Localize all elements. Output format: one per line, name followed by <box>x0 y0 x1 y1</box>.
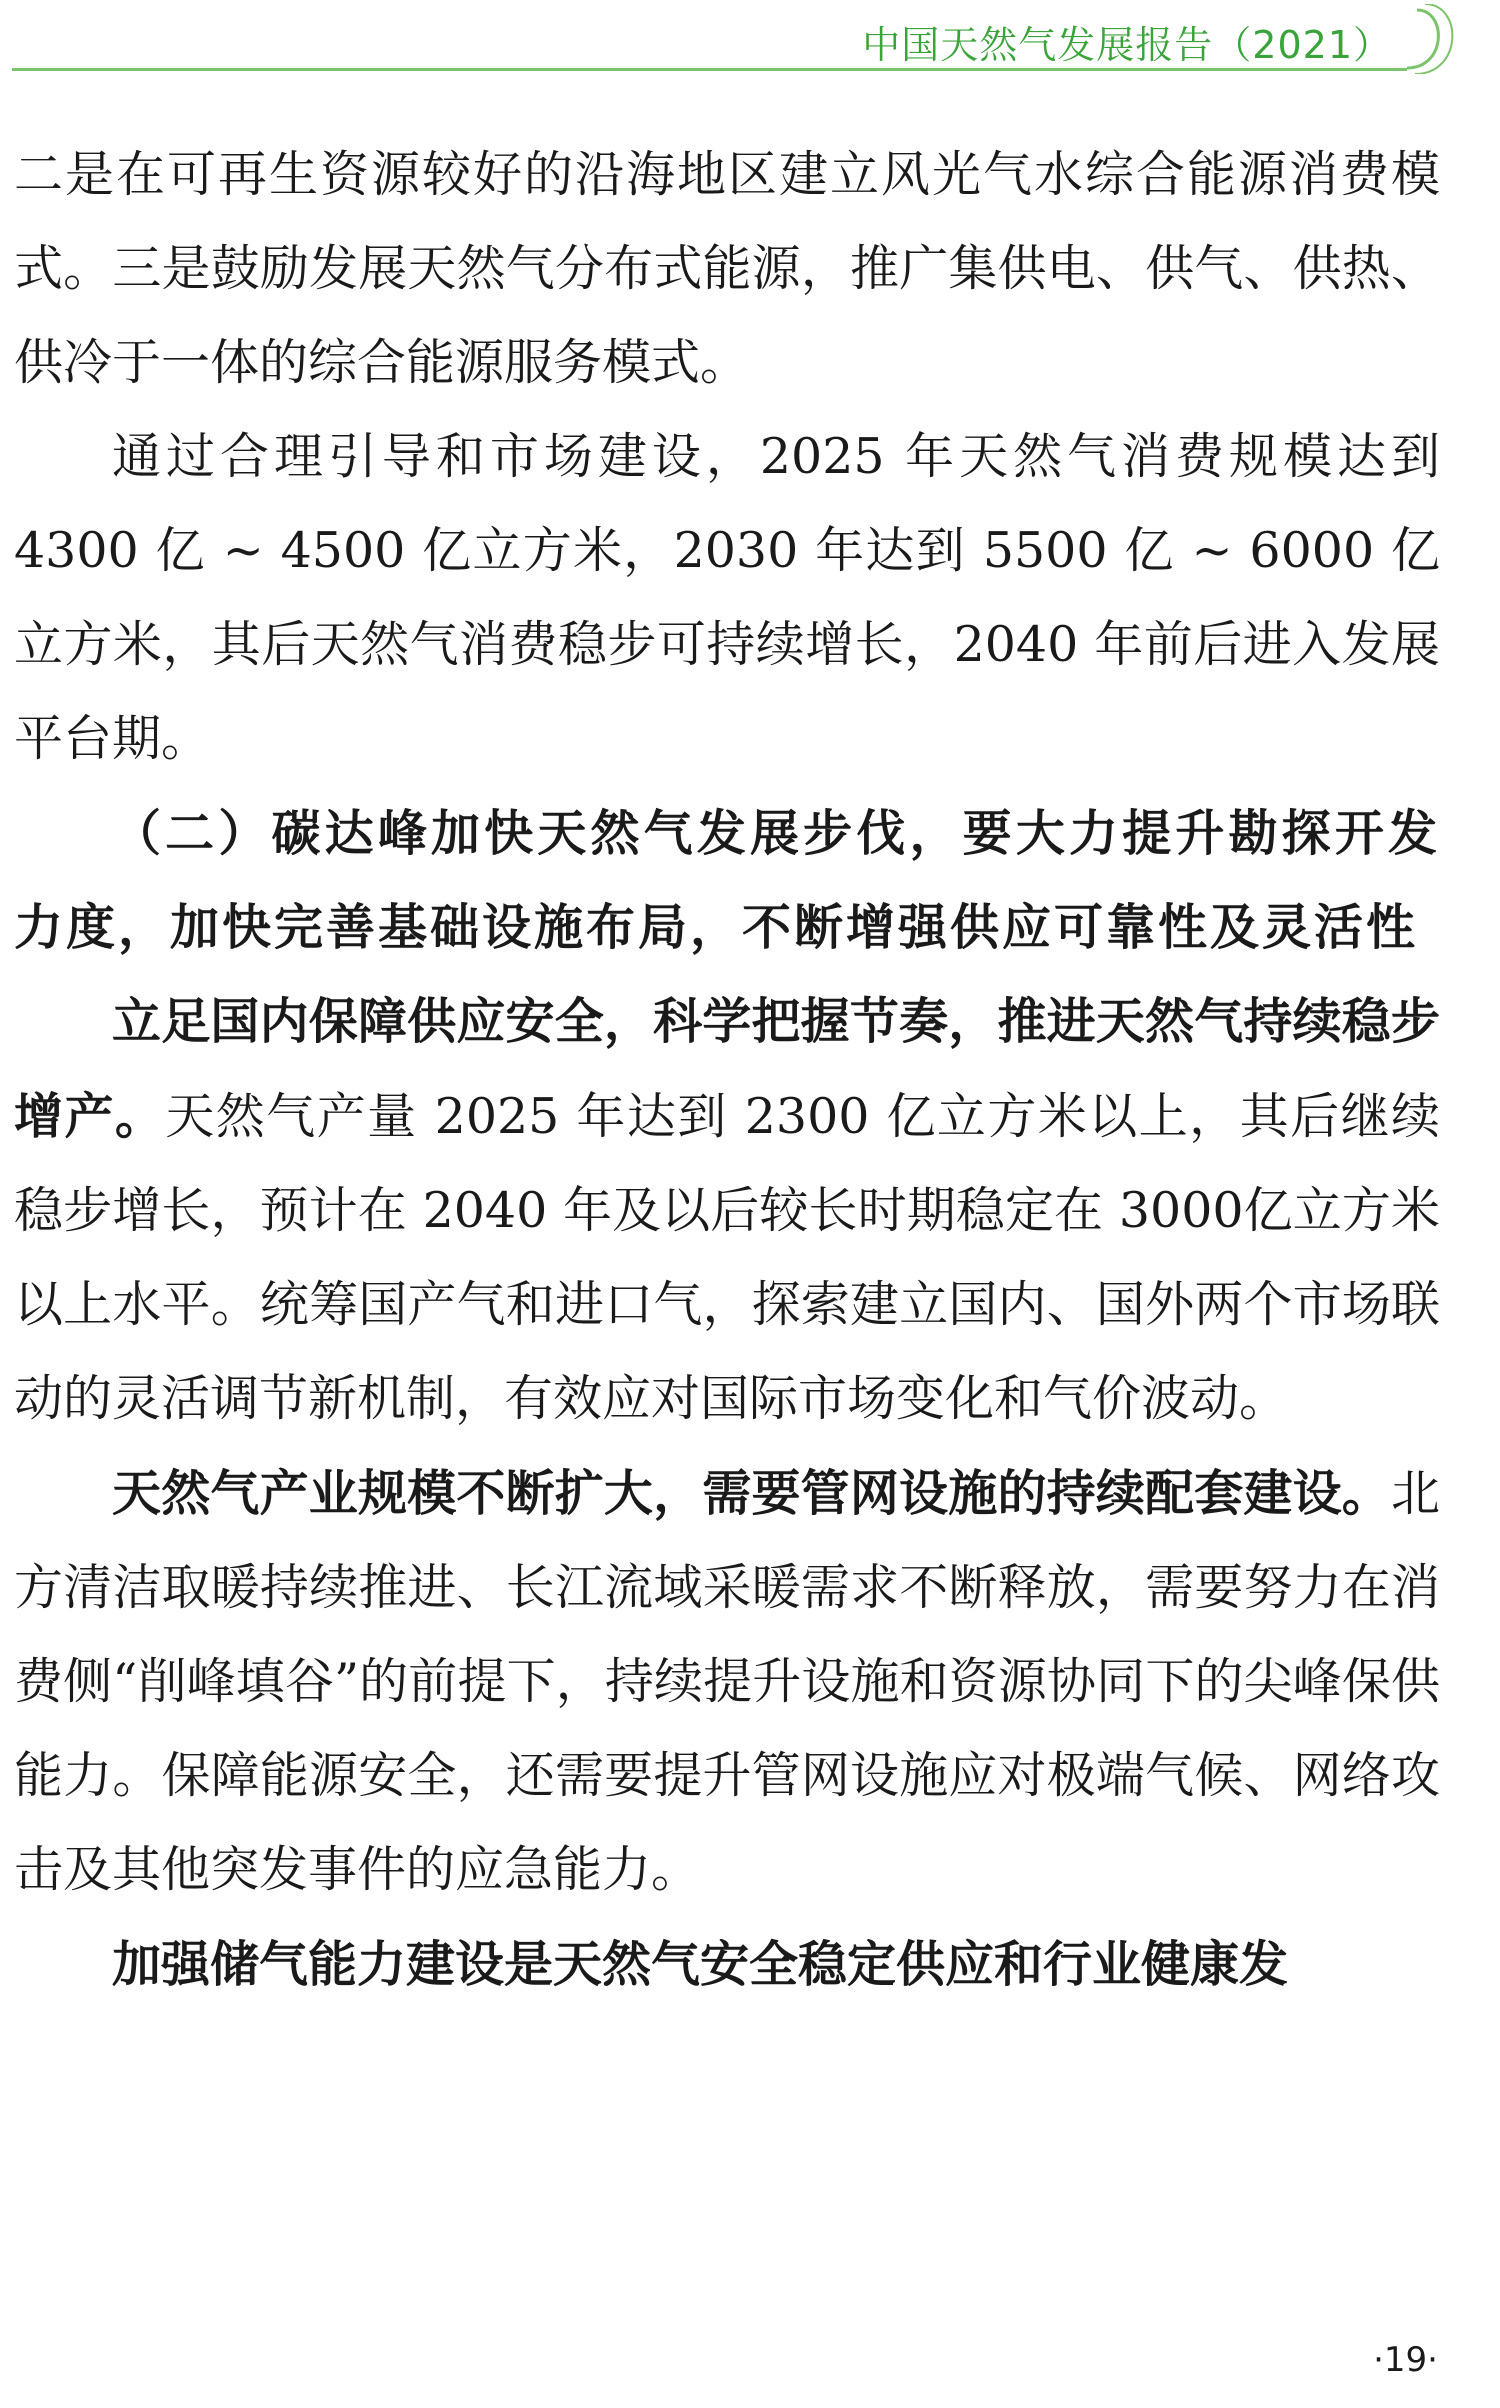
header-title: 中国天然气发展报告（2021） <box>862 23 1392 67</box>
paragraph-energy-modes: 二是在可再生资源较好的沿海地区建立风光气水综合能源消费模式。三是鼓励发展天然气分布式能源，推广集供电、供气、供热、供冷于一体的综合能源服务模式。 <box>14 146 1440 391</box>
page-body <box>14 128 1440 2012</box>
paragraph-consumption-scale: 通过合理引导和市场建设，2025 年天然气消费规模达到 4300 亿 ~ 4500 亿立方米，2030 年达到 5500 亿 ~ 6000 亿立方米，其后天然气消费稳步可持续增长，2040 年前后进入发展平台期。 <box>14 428 1440 767</box>
paragraph-pipeline-network <box>14 1446 1440 1917</box>
paragraph-gas-storage <box>14 1917 1440 2012</box>
header-bracket-ornament <box>1407 4 1467 74</box>
paragraph-domestic-supply <box>14 974 1440 1446</box>
paragraph-lead-text: 加强储气能力建设是天然气安全稳定供应和行业健康发 <box>112 1935 1289 1993</box>
page-number: ·19· <box>1373 2340 1438 2380</box>
section-heading: （二）碳达峰加快天然气发展步伐，要大力提升勘探开发力度，加快完善基础设施布局，不断增强供应可靠性及灵活性 <box>14 804 1440 956</box>
paragraph-body-text: 北方清洁取暖持续推进、长江流域采暖需求不断释放，需要努力在消费侧“削峰填谷”的前提下，持续提升设施和资源协同下的尖峰保供能力。保障能源安全，还需要提升管网设施应对极端气候、网络攻击及其他突发事件的应急能力。 <box>14 1465 1440 1898</box>
running-header <box>12 0 1462 80</box>
paragraph-lead-text: 天然气产业规模不断扩大，需要管网设施的持续配套建设。 <box>112 1464 1391 1522</box>
paragraph-lead-text: 立足国内保障供应安全，科学把握节奏，推进天然气持续稳步增产。 <box>14 992 1440 1145</box>
paragraph-body-text: 天然气产量 2025 年达到 2300 亿立方米以上，其后继续稳步增长，预计在 2040 年及以后较长时期稳定在 3000亿立方米以上水平。统筹国产气和进口气，探索建立国内、国外两个市场联动的灵活调节新机制，有效应对国际市场变化和气价波动。 <box>14 1088 1440 1427</box>
